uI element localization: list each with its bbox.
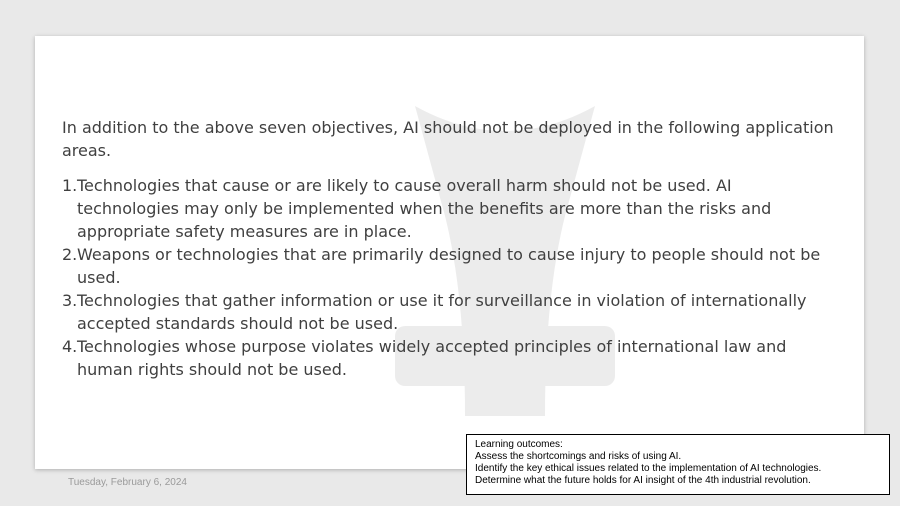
outcome-line: Identify the key ethical issues related to the implementation of AI technologies. [475,463,822,474]
list-item-text: Technologies that cause or are likely to cause overall harm should not be used. AI technologies may only be implemented when the benefits are more than the risks and appropriate safety measures are in place. [77,176,772,241]
slide-date: Tuesday, February 6, 2024 [68,477,187,488]
slide-body [62,116,837,381]
restricted-areas-list [62,174,837,381]
list-item [62,243,837,289]
list-item [62,174,837,243]
outcome-line: Assess the shortcomings and risks of using AI. [475,451,682,462]
learning-outcomes-box [466,434,890,495]
outcome-line: Determine what the future holds for AI insight of the 4th industrial revolution. [475,475,811,486]
list-item-number: 4. [62,337,78,356]
slide-canvas [35,36,864,469]
list-item-text: Technologies whose purpose violates widely accepted principles of international law and human rights should not be used. [77,337,787,379]
list-item-number: 2. [62,245,78,264]
list-item-number: 3. [62,291,78,310]
outcomes-heading: Learning outcomes: [475,439,563,450]
intro-paragraph: In addition to the above seven objectives, AI should not be deployed in the following application areas. [62,118,834,160]
list-item-text: Technologies that gather information or use it for surveillance in violation of internationally accepted standards should not be used. [77,291,807,333]
list-item [62,289,837,335]
list-item-text: Weapons or technologies that are primarily designed to cause injury to people should not be used. [77,245,821,287]
list-item [62,335,837,381]
list-item-number: 1. [62,176,78,195]
